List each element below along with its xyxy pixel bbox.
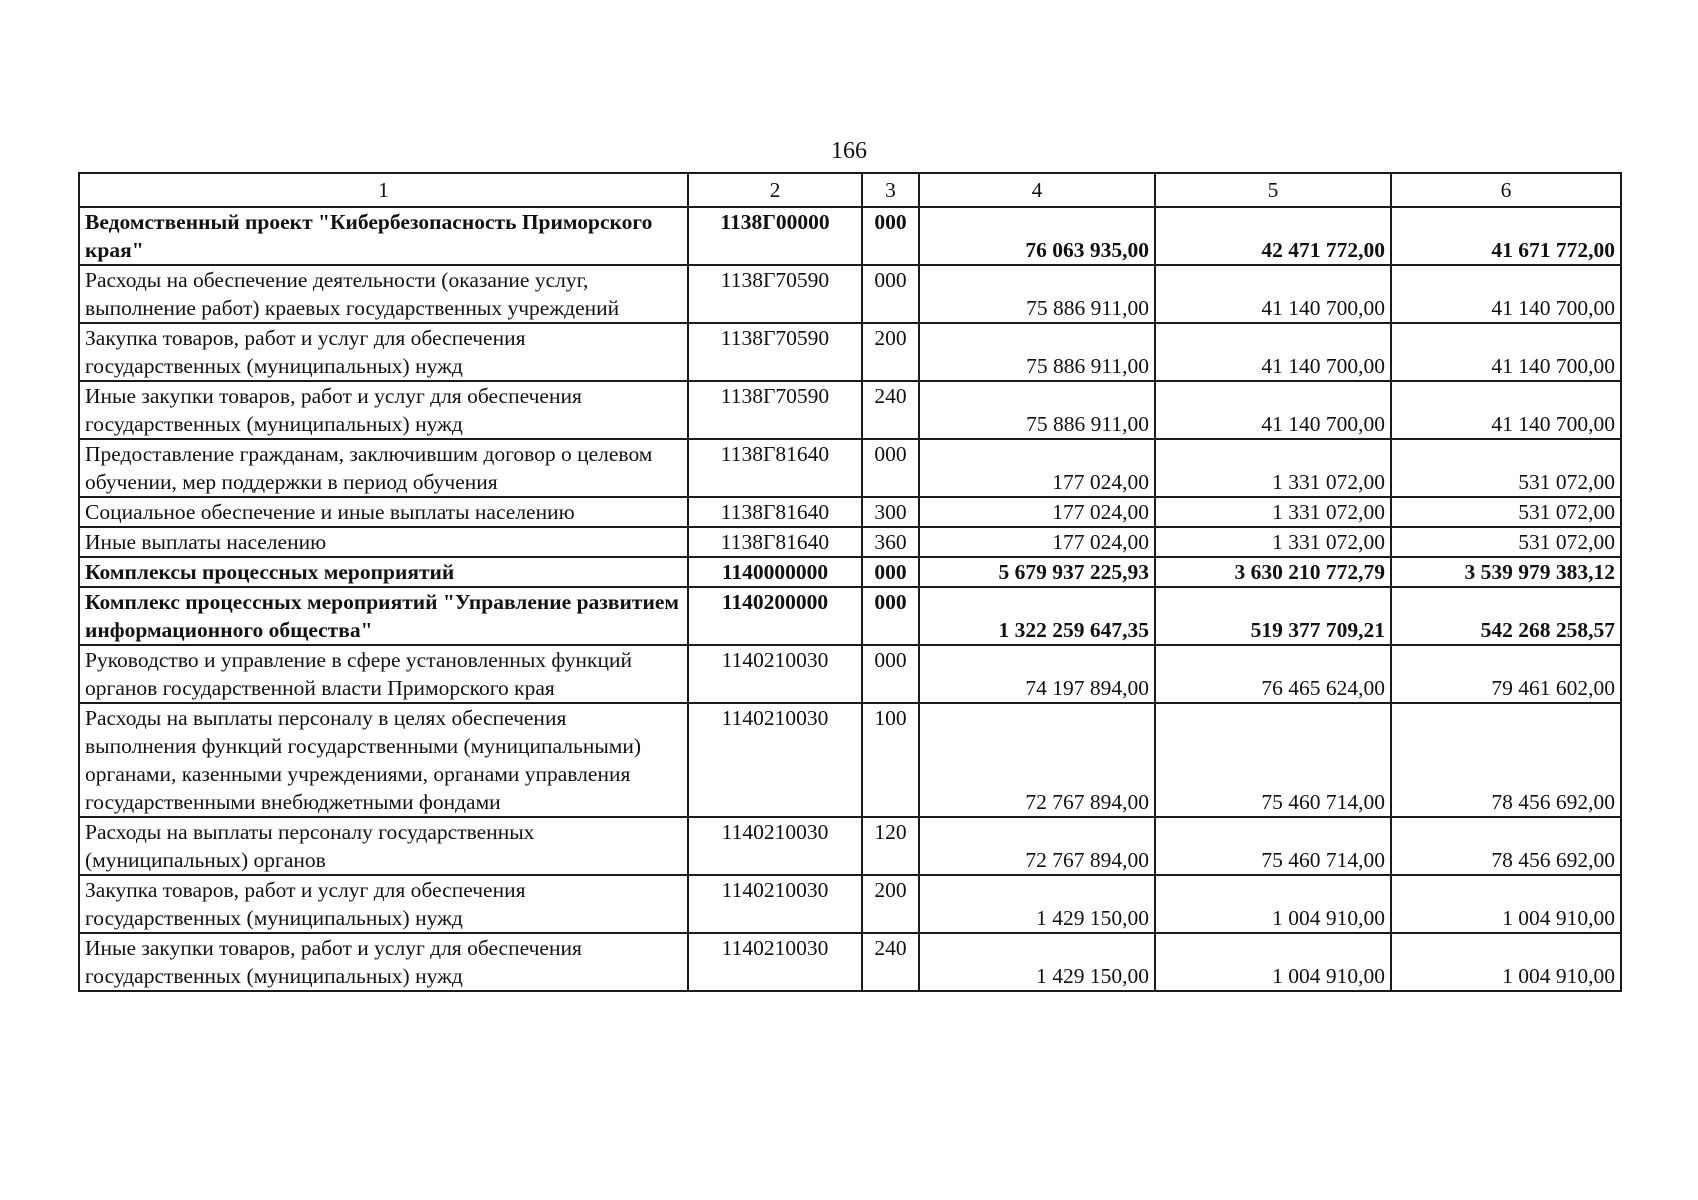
column-header-6: 6 <box>1391 173 1621 207</box>
table-row <box>79 265 1621 323</box>
row-amount-col6-cell: 531 072,00 <box>1391 439 1621 497</box>
row-amount-col4-cell: 75 886 911,00 <box>919 265 1155 323</box>
row-amount-col4-cell: 74 197 894,00 <box>919 645 1155 703</box>
table-row <box>79 497 1621 527</box>
row-code-cell: 1138Г70590 <box>688 323 862 381</box>
table-row <box>79 645 1621 703</box>
column-header-4: 4 <box>919 173 1155 207</box>
row-amount-col4-cell: 1 429 150,00 <box>919 933 1155 991</box>
row-name-cell: Расходы на обеспечение деятельности (оказание услуг, выполнение работ) краевых государственных учреждений <box>79 265 688 323</box>
column-header-2: 2 <box>688 173 862 207</box>
row-name-cell: Ведомственный проект "Кибербезопасность Приморского края" <box>79 207 688 265</box>
row-amount-col6-cell: 531 072,00 <box>1391 497 1621 527</box>
row-amount-col5-cell: 3 630 210 772,79 <box>1155 557 1391 587</box>
table-row <box>79 381 1621 439</box>
row-code-cell: 1140210030 <box>688 933 862 991</box>
row-amount-col6-cell: 41 140 700,00 <box>1391 381 1621 439</box>
row-amount-col5-cell: 1 004 910,00 <box>1155 933 1391 991</box>
column-number-header-row <box>79 173 1621 207</box>
row-amount-col5-cell: 1 331 072,00 <box>1155 439 1391 497</box>
row-amount-col6-cell: 542 268 258,57 <box>1391 587 1621 645</box>
row-name-cell: Предоставление гражданам, заключившим договор о целевом обучении, мер поддержки в период обучения <box>79 439 688 497</box>
page-number: 166 <box>831 138 867 164</box>
row-amount-col5-cell: 1 331 072,00 <box>1155 527 1391 557</box>
row-amount-col5-cell: 75 460 714,00 <box>1155 703 1391 817</box>
row-amount-col6-cell: 1 004 910,00 <box>1391 933 1621 991</box>
row-name-cell: Иные закупки товаров, работ и услуг для обеспечения государственных (муниципальных) нужд <box>79 381 688 439</box>
row-kvr-cell: 200 <box>862 323 919 381</box>
row-amount-col4-cell: 5 679 937 225,93 <box>919 557 1155 587</box>
row-name-cell: Расходы на выплаты персоналу в целях обеспечения выполнения функций государственными (муниципальными) органами, казенными учреждениями, органами управления государственными внебюджетными фондами <box>79 703 688 817</box>
row-amount-col6-cell: 41 140 700,00 <box>1391 323 1621 381</box>
row-amount-col5-cell: 1 004 910,00 <box>1155 875 1391 933</box>
row-code-cell: 1140200000 <box>688 587 862 645</box>
table-row <box>79 817 1621 875</box>
row-code-cell: 1138Г70590 <box>688 381 862 439</box>
column-header-1: 1 <box>79 173 688 207</box>
row-amount-col5-cell: 42 471 772,00 <box>1155 207 1391 265</box>
row-amount-col6-cell: 3 539 979 383,12 <box>1391 557 1621 587</box>
row-kvr-cell: 240 <box>862 381 919 439</box>
row-code-cell: 1138Г81640 <box>688 439 862 497</box>
table-row <box>79 933 1621 991</box>
row-kvr-cell: 300 <box>862 497 919 527</box>
table-row <box>79 703 1621 817</box>
row-code-cell: 1140000000 <box>688 557 862 587</box>
row-name-cell: Иные закупки товаров, работ и услуг для обеспечения государственных (муниципальных) нужд <box>79 933 688 991</box>
row-code-cell: 1140210030 <box>688 645 862 703</box>
row-name-cell: Закупка товаров, работ и услуг для обеспечения государственных (муниципальных) нужд <box>79 323 688 381</box>
row-code-cell: 1138Г81640 <box>688 497 862 527</box>
row-amount-col4-cell: 1 429 150,00 <box>919 875 1155 933</box>
column-header-3: 3 <box>862 173 919 207</box>
row-code-cell: 1140210030 <box>688 703 862 817</box>
row-amount-col5-cell: 41 140 700,00 <box>1155 381 1391 439</box>
row-kvr-cell: 360 <box>862 527 919 557</box>
row-name-cell: Руководство и управление в сфере установленных функций органов государственной власти Приморского края <box>79 645 688 703</box>
row-amount-col4-cell: 72 767 894,00 <box>919 703 1155 817</box>
row-amount-col6-cell: 41 140 700,00 <box>1391 265 1621 323</box>
row-kvr-cell: 000 <box>862 265 919 323</box>
row-name-cell: Расходы на выплаты персоналу государственных (муниципальных) органов <box>79 817 688 875</box>
row-code-cell: 1140210030 <box>688 817 862 875</box>
row-kvr-cell: 000 <box>862 439 919 497</box>
row-amount-col6-cell: 79 461 602,00 <box>1391 645 1621 703</box>
row-kvr-cell: 200 <box>862 875 919 933</box>
row-amount-col5-cell: 76 465 624,00 <box>1155 645 1391 703</box>
row-kvr-cell: 240 <box>862 933 919 991</box>
row-name-cell: Комплекс процессных мероприятий "Управление развитием информационного общества" <box>79 587 688 645</box>
table-row <box>79 323 1621 381</box>
table-row <box>79 875 1621 933</box>
row-amount-col4-cell: 177 024,00 <box>919 439 1155 497</box>
row-kvr-cell: 100 <box>862 703 919 817</box>
row-kvr-cell: 000 <box>862 557 919 587</box>
row-code-cell: 1138Г00000 <box>688 207 862 265</box>
table-row <box>79 439 1621 497</box>
row-name-cell: Социальное обеспечение и иные выплаты населению <box>79 497 688 527</box>
row-name-cell: Иные выплаты населению <box>79 527 688 557</box>
row-kvr-cell: 120 <box>862 817 919 875</box>
row-amount-col5-cell: 519 377 709,21 <box>1155 587 1391 645</box>
row-kvr-cell: 000 <box>862 207 919 265</box>
row-amount-col4-cell: 72 767 894,00 <box>919 817 1155 875</box>
table-row <box>79 527 1621 557</box>
row-name-cell: Закупка товаров, работ и услуг для обеспечения государственных (муниципальных) нужд <box>79 875 688 933</box>
table-row <box>79 557 1621 587</box>
column-header-5: 5 <box>1155 173 1391 207</box>
table-row <box>79 587 1621 645</box>
row-name-cell: Комплексы процессных мероприятий <box>79 557 688 587</box>
row-code-cell: 1138Г70590 <box>688 265 862 323</box>
row-amount-col6-cell: 1 004 910,00 <box>1391 875 1621 933</box>
row-kvr-cell: 000 <box>862 587 919 645</box>
row-amount-col6-cell: 531 072,00 <box>1391 527 1621 557</box>
row-amount-col4-cell: 75 886 911,00 <box>919 381 1155 439</box>
row-amount-col4-cell: 177 024,00 <box>919 497 1155 527</box>
row-amount-col5-cell: 41 140 700,00 <box>1155 265 1391 323</box>
row-amount-col6-cell: 41 671 772,00 <box>1391 207 1621 265</box>
row-amount-col5-cell: 1 331 072,00 <box>1155 497 1391 527</box>
row-amount-col4-cell: 177 024,00 <box>919 527 1155 557</box>
row-amount-col4-cell: 75 886 911,00 <box>919 323 1155 381</box>
table-row <box>79 207 1621 265</box>
budget-table <box>78 172 1622 992</box>
row-amount-col5-cell: 75 460 714,00 <box>1155 817 1391 875</box>
row-amount-col6-cell: 78 456 692,00 <box>1391 703 1621 817</box>
row-amount-col4-cell: 1 322 259 647,35 <box>919 587 1155 645</box>
row-amount-col5-cell: 41 140 700,00 <box>1155 323 1391 381</box>
row-kvr-cell: 000 <box>862 645 919 703</box>
row-amount-col4-cell: 76 063 935,00 <box>919 207 1155 265</box>
row-amount-col6-cell: 78 456 692,00 <box>1391 817 1621 875</box>
row-code-cell: 1138Г81640 <box>688 527 862 557</box>
row-code-cell: 1140210030 <box>688 875 862 933</box>
